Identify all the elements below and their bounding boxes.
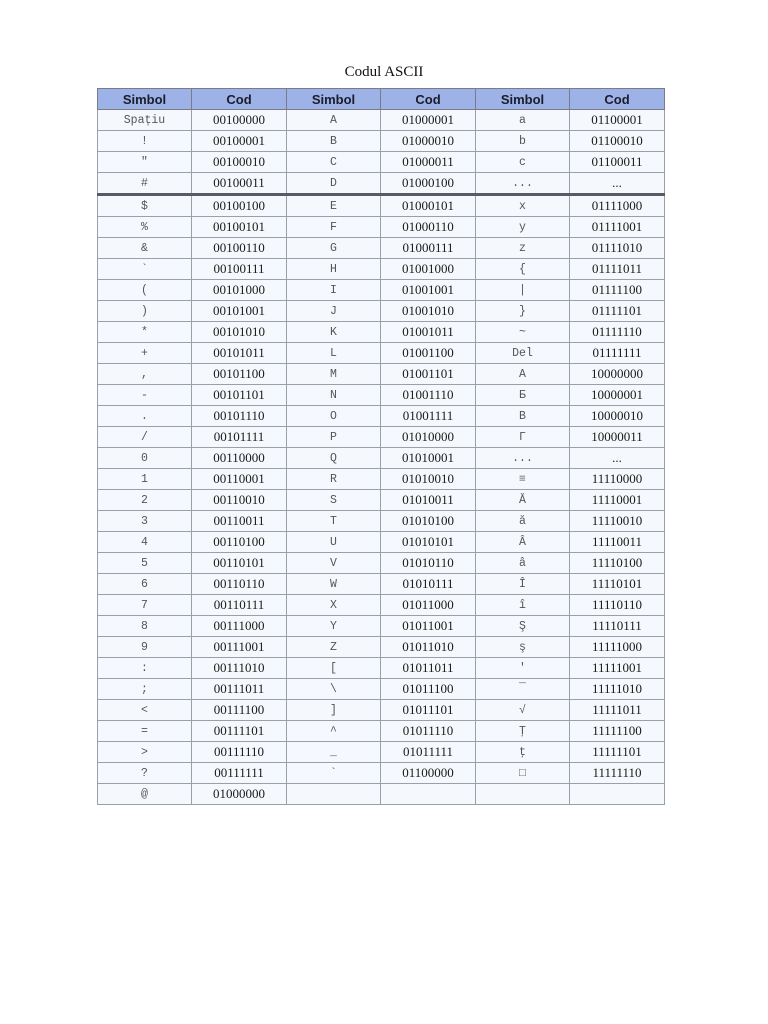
symbol-cell: 9 xyxy=(98,637,192,658)
symbol-cell: [ xyxy=(287,658,381,679)
code-cell: 11111110 xyxy=(570,763,665,784)
code-cell: 01001100 xyxy=(381,343,476,364)
code-cell: 11110110 xyxy=(570,595,665,616)
code-cell: 00101000 xyxy=(192,280,287,301)
symbol-cell: E xyxy=(287,195,381,217)
code-cell: 00111110 xyxy=(192,742,287,763)
code-cell: 01000110 xyxy=(381,217,476,238)
code-cell: 01011010 xyxy=(381,637,476,658)
table-row xyxy=(98,679,665,700)
document-title: Codul ASCII xyxy=(344,64,424,80)
code-cell: 01100010 xyxy=(570,131,665,152)
symbol-cell: Б xyxy=(476,385,570,406)
symbol-cell: Y xyxy=(287,616,381,637)
symbol-cell: { xyxy=(476,259,570,280)
code-cell: 01100001 xyxy=(570,110,665,131)
table-row xyxy=(98,637,665,658)
symbol-cell: / xyxy=(98,427,192,448)
symbol-cell: î xyxy=(476,595,570,616)
symbol-cell: ... xyxy=(476,448,570,469)
symbol-cell: ) xyxy=(98,301,192,322)
code-cell: 00100000 xyxy=(192,110,287,131)
symbol-cell: ~ xyxy=(476,322,570,343)
code-cell: 00110001 xyxy=(192,469,287,490)
symbol-cell: " xyxy=(98,152,192,173)
symbol-cell: O xyxy=(287,406,381,427)
table-row xyxy=(98,259,665,280)
table-header-row xyxy=(98,89,665,110)
symbol-cell: Z xyxy=(287,637,381,658)
symbol-cell: } xyxy=(476,301,570,322)
symbol-cell: 5 xyxy=(98,553,192,574)
table-row xyxy=(98,658,665,679)
table-row xyxy=(98,574,665,595)
code-cell: 10000010 xyxy=(570,406,665,427)
symbol-cell: Â xyxy=(476,532,570,553)
symbol-cell: В xyxy=(476,406,570,427)
symbol-cell: Г xyxy=(476,427,570,448)
code-cell: 01010111 xyxy=(381,574,476,595)
code-cell: 00111011 xyxy=(192,679,287,700)
symbol-cell: А xyxy=(476,364,570,385)
symbol-cell: , xyxy=(98,364,192,385)
code-cell: 01001000 xyxy=(381,259,476,280)
code-cell: 00110010 xyxy=(192,490,287,511)
symbol-cell: 3 xyxy=(98,511,192,532)
code-cell: 00101010 xyxy=(192,322,287,343)
symbol-cell: ≡ xyxy=(476,469,570,490)
table-row xyxy=(98,742,665,763)
code-cell: 01000111 xyxy=(381,238,476,259)
code-cell: 01011000 xyxy=(381,595,476,616)
code-cell: 01100011 xyxy=(570,152,665,173)
symbol-cell: 7 xyxy=(98,595,192,616)
code-cell: 00110111 xyxy=(192,595,287,616)
symbol-cell: ( xyxy=(98,280,192,301)
symbol-cell: K xyxy=(287,322,381,343)
code-cell: 11110111 xyxy=(570,616,665,637)
code-cell: 01111101 xyxy=(570,301,665,322)
table-row xyxy=(98,532,665,553)
symbol-cell: > xyxy=(98,742,192,763)
table-row xyxy=(98,700,665,721)
code-cell: 01010110 xyxy=(381,553,476,574)
code-cell: 11110101 xyxy=(570,574,665,595)
code-cell: 00100001 xyxy=(192,131,287,152)
symbol-cell: â xyxy=(476,553,570,574)
symbol-cell: * xyxy=(98,322,192,343)
code-cell xyxy=(381,784,476,805)
header-simbol-1: Simbol xyxy=(98,89,192,110)
code-cell: 11110000 xyxy=(570,469,665,490)
code-cell: 11111010 xyxy=(570,679,665,700)
table-row xyxy=(98,217,665,238)
symbol-cell: x xyxy=(476,195,570,217)
symbol-cell: Ţ xyxy=(476,721,570,742)
symbol-cell: ` xyxy=(287,763,381,784)
code-cell: 00111010 xyxy=(192,658,287,679)
table-row xyxy=(98,385,665,406)
code-cell: 11111011 xyxy=(570,700,665,721)
symbol-cell: Q xyxy=(287,448,381,469)
code-cell: 00101001 xyxy=(192,301,287,322)
symbol-cell: % xyxy=(98,217,192,238)
symbol-cell xyxy=(476,784,570,805)
code-cell: 01000000 xyxy=(192,784,287,805)
symbol-cell: T xyxy=(287,511,381,532)
code-cell: 00110100 xyxy=(192,532,287,553)
symbol-cell: H xyxy=(287,259,381,280)
symbol-cell: 8 xyxy=(98,616,192,637)
code-cell: 01000011 xyxy=(381,152,476,173)
code-cell: 01011101 xyxy=(381,700,476,721)
symbol-cell: _ xyxy=(287,742,381,763)
code-cell: 00101101 xyxy=(192,385,287,406)
symbol-cell: N xyxy=(287,385,381,406)
symbol-cell: 4 xyxy=(98,532,192,553)
code-cell: 00110101 xyxy=(192,553,287,574)
symbol-cell: C xyxy=(287,152,381,173)
symbol-cell: 6 xyxy=(98,574,192,595)
code-cell: 01010010 xyxy=(381,469,476,490)
code-cell: 00110000 xyxy=(192,448,287,469)
code-cell: 11111101 xyxy=(570,742,665,763)
symbol-cell: S xyxy=(287,490,381,511)
symbol-cell: | xyxy=(476,280,570,301)
code-cell: 01010100 xyxy=(381,511,476,532)
code-cell xyxy=(570,784,665,805)
symbol-cell: ş xyxy=(476,637,570,658)
header-cod-3: Cod xyxy=(570,89,665,110)
code-cell: 11110010 xyxy=(570,511,665,532)
code-cell: 00100010 xyxy=(192,152,287,173)
code-cell: 01001101 xyxy=(381,364,476,385)
code-cell: 01011110 xyxy=(381,721,476,742)
code-cell: 00100110 xyxy=(192,238,287,259)
table-body xyxy=(98,110,665,805)
symbol-cell: 2 xyxy=(98,490,192,511)
table-row xyxy=(98,110,665,131)
symbol-cell: ţ xyxy=(476,742,570,763)
symbol-cell: □ xyxy=(476,763,570,784)
symbol-cell: W xyxy=(287,574,381,595)
code-cell: 01001001 xyxy=(381,280,476,301)
symbol-cell: G xyxy=(287,238,381,259)
symbol-cell: ¯ xyxy=(476,679,570,700)
code-cell: 00101100 xyxy=(192,364,287,385)
code-cell: 01000100 xyxy=(381,173,476,195)
code-cell: 11110100 xyxy=(570,553,665,574)
code-cell: 01010101 xyxy=(381,532,476,553)
code-cell: 01000001 xyxy=(381,110,476,131)
code-cell: 00100100 xyxy=(192,195,287,217)
code-cell: 01010000 xyxy=(381,427,476,448)
code-cell: 11111001 xyxy=(570,658,665,679)
code-cell: 00100101 xyxy=(192,217,287,238)
code-cell: 01111110 xyxy=(570,322,665,343)
code-cell: 01111001 xyxy=(570,217,665,238)
code-cell: 01111100 xyxy=(570,280,665,301)
table-row xyxy=(98,595,665,616)
symbol-cell: F xyxy=(287,217,381,238)
symbol-cell: ] xyxy=(287,700,381,721)
symbol-cell: y xyxy=(476,217,570,238)
table-row xyxy=(98,322,665,343)
table-row xyxy=(98,511,665,532)
code-cell: 00100111 xyxy=(192,259,287,280)
symbol-cell: A xyxy=(287,110,381,131)
header-simbol-3: Simbol xyxy=(476,89,570,110)
code-cell: ... xyxy=(570,448,665,469)
table-row xyxy=(98,427,665,448)
code-cell: 00101110 xyxy=(192,406,287,427)
symbol-cell: L xyxy=(287,343,381,364)
symbol-cell: I xyxy=(287,280,381,301)
symbol-cell: B xyxy=(287,131,381,152)
symbol-cell: : xyxy=(98,658,192,679)
table-row xyxy=(98,280,665,301)
code-cell: 11110001 xyxy=(570,490,665,511)
symbol-cell: P xyxy=(287,427,381,448)
table-row xyxy=(98,721,665,742)
symbol-cell: ... xyxy=(476,173,570,195)
code-cell: 00100011 xyxy=(192,173,287,195)
table-row xyxy=(98,616,665,637)
code-cell: 00111101 xyxy=(192,721,287,742)
code-cell: 01010001 xyxy=(381,448,476,469)
table-row xyxy=(98,763,665,784)
table-row xyxy=(98,406,665,427)
symbol-cell: a xyxy=(476,110,570,131)
table-row xyxy=(98,301,665,322)
table-row xyxy=(98,784,665,805)
symbol-cell: @ xyxy=(98,784,192,805)
code-cell: 01011111 xyxy=(381,742,476,763)
table-row xyxy=(98,173,665,195)
symbol-cell: & xyxy=(98,238,192,259)
ascii-code-table xyxy=(97,88,665,805)
symbol-cell: Spațiu xyxy=(98,110,192,131)
symbol-cell: D xyxy=(287,173,381,195)
symbol-cell: ' xyxy=(476,658,570,679)
code-cell: ... xyxy=(570,173,665,195)
symbol-cell: J xyxy=(287,301,381,322)
code-cell: 01001110 xyxy=(381,385,476,406)
code-cell: 00110011 xyxy=(192,511,287,532)
code-cell: 10000011 xyxy=(570,427,665,448)
symbol-cell: R xyxy=(287,469,381,490)
symbol-cell: V xyxy=(287,553,381,574)
symbol-cell: ă xyxy=(476,511,570,532)
table-row xyxy=(98,343,665,364)
symbol-cell: c xyxy=(476,152,570,173)
code-cell: 01111000 xyxy=(570,195,665,217)
symbol-cell: ! xyxy=(98,131,192,152)
code-cell: 10000000 xyxy=(570,364,665,385)
symbol-cell: < xyxy=(98,700,192,721)
symbol-cell: X xyxy=(287,595,381,616)
symbol-cell: b xyxy=(476,131,570,152)
code-cell: 01001011 xyxy=(381,322,476,343)
symbol-cell: # xyxy=(98,173,192,195)
code-cell: 11110011 xyxy=(570,532,665,553)
symbol-cell: \ xyxy=(287,679,381,700)
table-row xyxy=(98,448,665,469)
code-cell: 11111000 xyxy=(570,637,665,658)
table-row xyxy=(98,469,665,490)
code-cell: 10000001 xyxy=(570,385,665,406)
code-cell: 01000101 xyxy=(381,195,476,217)
symbol-cell: Del xyxy=(476,343,570,364)
code-cell: 00101011 xyxy=(192,343,287,364)
symbol-cell: Ă xyxy=(476,490,570,511)
symbol-cell: - xyxy=(98,385,192,406)
header-cod-1: Cod xyxy=(192,89,287,110)
code-cell: 01111010 xyxy=(570,238,665,259)
table-row xyxy=(98,195,665,217)
code-cell: 00111000 xyxy=(192,616,287,637)
table-row xyxy=(98,364,665,385)
code-cell: 00111111 xyxy=(192,763,287,784)
symbol-cell: 1 xyxy=(98,469,192,490)
symbol-cell: ^ xyxy=(287,721,381,742)
symbol-cell: ; xyxy=(98,679,192,700)
symbol-cell: $ xyxy=(98,195,192,217)
symbol-cell: U xyxy=(287,532,381,553)
table-row xyxy=(98,490,665,511)
code-cell: 01001010 xyxy=(381,301,476,322)
code-cell: 01111011 xyxy=(570,259,665,280)
symbol-cell xyxy=(287,784,381,805)
symbol-cell: 0 xyxy=(98,448,192,469)
code-cell: 01000010 xyxy=(381,131,476,152)
code-cell: 00111100 xyxy=(192,700,287,721)
table-row xyxy=(98,152,665,173)
symbol-cell: + xyxy=(98,343,192,364)
symbol-cell: M xyxy=(287,364,381,385)
code-cell: 00110110 xyxy=(192,574,287,595)
symbol-cell: √ xyxy=(476,700,570,721)
symbol-cell: Î xyxy=(476,574,570,595)
code-cell: 00111001 xyxy=(192,637,287,658)
code-cell: 01011011 xyxy=(381,658,476,679)
symbol-cell: . xyxy=(98,406,192,427)
table-row xyxy=(98,553,665,574)
table-row xyxy=(98,238,665,259)
table-row xyxy=(98,131,665,152)
code-cell: 01111111 xyxy=(570,343,665,364)
code-cell: 01001111 xyxy=(381,406,476,427)
code-cell: 01011100 xyxy=(381,679,476,700)
symbol-cell: ` xyxy=(98,259,192,280)
header-simbol-2: Simbol xyxy=(287,89,381,110)
code-cell: 01100000 xyxy=(381,763,476,784)
symbol-cell: Ş xyxy=(476,616,570,637)
symbol-cell: z xyxy=(476,238,570,259)
code-cell: 01010011 xyxy=(381,490,476,511)
code-cell: 11111100 xyxy=(570,721,665,742)
code-cell: 00101111 xyxy=(192,427,287,448)
symbol-cell: = xyxy=(98,721,192,742)
header-cod-2: Cod xyxy=(381,89,476,110)
symbol-cell: ? xyxy=(98,763,192,784)
code-cell: 01011001 xyxy=(381,616,476,637)
